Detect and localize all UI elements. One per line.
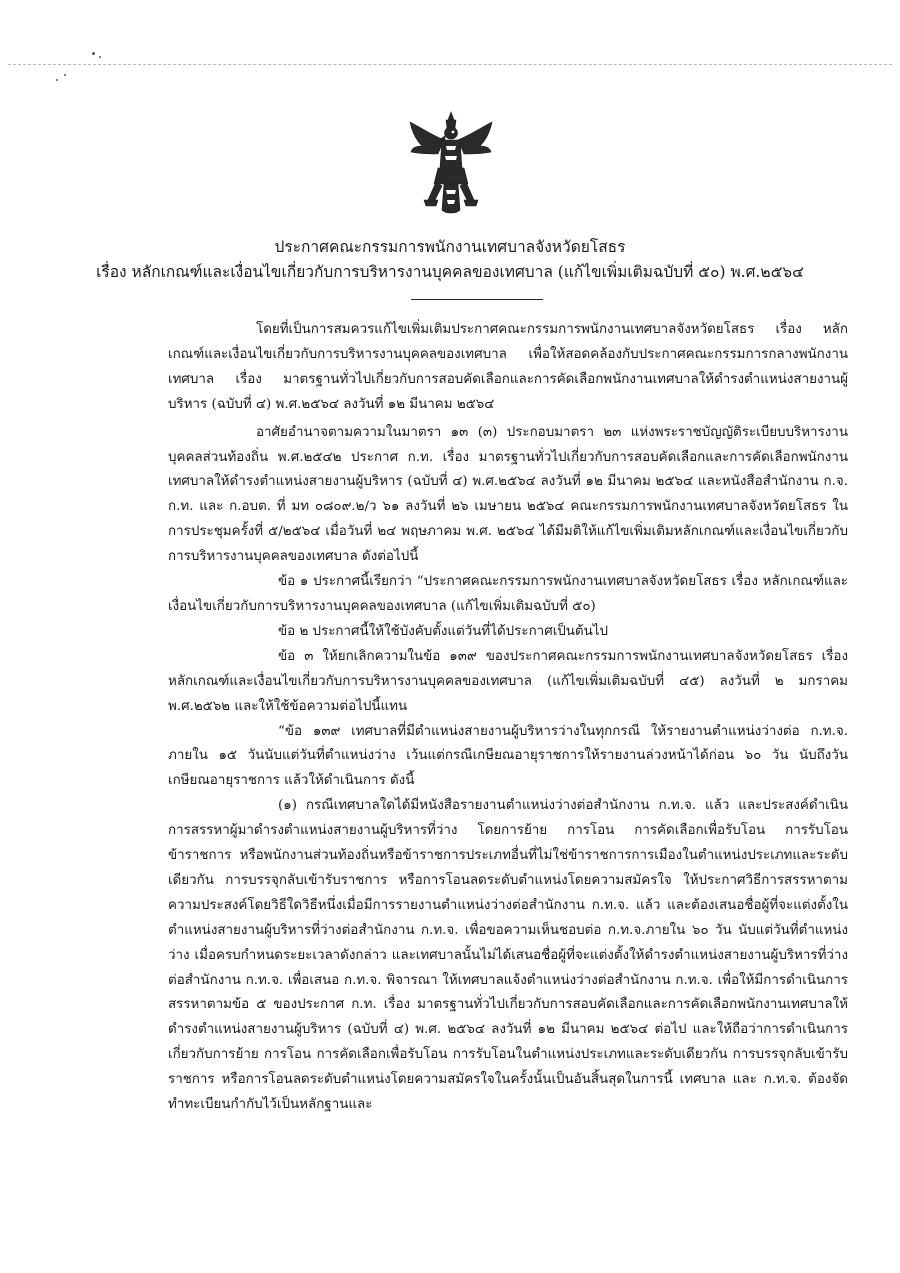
scan-speck — [56, 79, 58, 81]
clause-139: “ข้อ ๑๓๙ เทศบาลที่มีตำแหน่งสายงานผู้บริหารว่างในทุกกรณี ให้รายงานตำแหน่งว่างต่อ ก.ท.จ. ภายใน ๑๕ วันนับแต่วันที่ตำแหน่งว่าง เว้นแต่กรณีเกษียณอายุราชการให้รายงานล่วงหน้าได้ก่อน ๖๐ วัน นับถึงวันเกษียณอายุราชการ แล้วให้ดำเนินการ ดังนี้ — [168, 723, 848, 789]
header-divider — [411, 299, 543, 300]
announcement-subject: เรื่อง หลักเกณฑ์และเงื่อนไขเกี่ยวกับการบริหารงานบุคคลของเทศบาล (แก้ไขเพิ่มเติมฉบับที่ ๕๐) พ.ศ.๒๕๖๔ — [96, 263, 804, 281]
scan-border-line — [8, 64, 892, 65]
clause-2: ข้อ ๒ ประกาศนี้ให้ใช้บังคับตั้งแต่วันที่ได้ประกาศเป็นต้นไป — [278, 623, 609, 639]
authority-paragraph: อาศัยอำนาจตามความในมาตรา ๑๓ (๓) ประกอบมาตรา ๒๓ แห่งพระราชบัญญัติระเบียบบริหารงานบุคคลส่วนท้องถิ่น พ.ศ.๒๕๔๒ ประกาศ ก.ท. เรื่อง มาตรฐานทั่วไปเกี่ยวกับการสอบคัดเลือกและการคัดเลือกพนักงานเทศบาลให้ดำรงตำแหน่งสายงานผู้บริหาร (ฉบับที่ ๔) พ.ศ.๒๕๖๔ ลงวันที่ ๑๒ มีนาคม ๒๕๖๔ และหนังสือสำนักงาน ก.จ. ก.ท. และ ก.อบต. ที่ มท ๐๘๐๙.๒/ว ๖๑ ลงวันที่ ๒๖ เมษายน ๒๕๖๔ คณะกรรมการพนักงานเทศบาลจังหวัดยโสธร ในการประชุมครั้งที่ ๕/๒๕๖๔ เมื่อวันที่ ๒๔ พฤษภาคม พ.ศ. ๒๕๖๔ ได้มีมติให้แก้ไขเพิ่มเติมหลักเกณฑ์และเงื่อนไขเกี่ยวกับการบริหารงานบุคคลของเทศบาล ดังต่อไปนี้ — [168, 424, 848, 565]
clause-139-item-1: (๑) กรณีเทศบาลใดได้มีหนังสือรายงานตำแหน่งว่างต่อสำนักงาน ก.ท.จ. แล้ว และประสงค์ดำเนินการสรรหาผู้มาดำรงตำแหน่งสายงานผู้บริหารที่ว่าง โดยการย้าย การโอน การคัดเลือกเพื่อรับโอน การรับโอนข้าราชการ หรือพนักงานส่วนท้องถิ่นหรือข้าราชการประเภทอื่นที่ไม่ใช่ข้าราชการการเมืองในตำแหน่งประเภทและระดับเดียวกัน การบรรจุกลับเข้ารับราชการ หรือการโอนลดระดับตำแหน่งโดยความสมัครใจ ให้ประกาศวิธีการสรรหาตามความประสงค์โดยวิธีใดวิธีหนึ่งเมื่อมีการรายงานตำแหน่งว่างต่อสำนักงาน ก.ท.จ. แล้ว และต้องเสนอชื่อผู้ที่จะแต่งตั้งในตำแหน่งสายงานผู้บริหารที่ว่างต่อสำนักงาน ก.ท.จ. เพื่อขอความเห็นชอบต่อ ก.ท.จ.ภายใน ๖๐ วัน นับแต่วันที่ตำแหน่งว่าง เมื่อครบกำหนดระยะเวลาดังกล่าว และเทศบาลนั้นไม่ได้เสนอชื่อผู้ที่จะแต่งตั้งให้ดำรงตำแหน่งสายงานผู้บริหารที่ว่างต่อสำนักงาน ก.ท.จ. เพื่อเสนอ ก.ท.จ. พิจารณา ให้เทศบาลแจ้งตำแหน่งว่างต่อสำนักงาน ก.ท.จ. เพื่อให้มีการดำเนินการสรรหาตามข้อ ๕ ของประกาศ ก.ท. เรื่อง มาตรฐานทั่วไปเกี่ยวกับการสอบคัดเลือกและการคัดเลือกพนักงานเทศบาลให้ดำรงตำแหน่งสายงานผู้บริหาร (ฉบับที่ ๔) พ.ศ. ๒๕๖๔ ลงวันที่ ๑๒ มีนาคม ๒๕๖๔ ต่อไป และให้ถือว่าการดำเนินการเกี่ยวกับการย้าย การโอน การคัดเลือกเพื่อรับโอน การรับโอนในตำแหน่งประเภทและระดับเดียวกัน การบรรจุกลับเข้ารับราชการ หรือการโอนลดระดับตำแหน่งโดยความสมัครใจในครั้งนั้นเป็นอันสิ้นสุดในการนี้ เทศบาล และ ก.ท.จ. ต้องจัดทำทะเบียนกำกับไว้เป็นหลักฐานและ — [168, 798, 848, 1113]
clause-3: ข้อ ๓ ให้ยกเลิกความในข้อ ๑๓๙ ของประกาศคณะกรรมการพนักงานเทศบาลจังหวัดยโสธร เรื่อง หลักเกณฑ์และเงื่อนไขเกี่ยวกับการบริหารงานบุคคลของเทศบาล (แก้ไขเพิ่มเติมฉบับที่ ๔๕) ลงวันที่ ๒ มกราคม พ.ศ.๒๕๖๒ และให้ใช้ข้อความต่อไปนี้แทน — [168, 648, 848, 714]
scan-speck — [99, 56, 101, 58]
scan-speck — [64, 74, 66, 76]
scan-speck — [92, 52, 95, 55]
garuda-emblem-icon — [408, 110, 494, 216]
announcement-body — [168, 318, 848, 1118]
clause-1: ข้อ ๑ ประกาศนี้เรียกว่า “ประกาศคณะกรรมการพนักงานเทศบาลจังหวัดยโสธร เรื่อง หลักเกณฑ์และเงื่อนไขเกี่ยวกับการบริหารงานบุคคลของเทศบาล (แก้ไขเพิ่มเติมฉบับที่ ๕๐) — [168, 574, 848, 614]
preamble-paragraph: โดยที่เป็นการสมควรแก้ไขเพิ่มเติมประกาศคณะกรรมการพนักงานเทศบาลจังหวัดยโสธร เรื่อง หลักเกณฑ์และเงื่อนไขเกี่ยวกับการบริหารงานบุคคลของเทศบาล เพื่อให้สอดคล้องกับประกาศคณะกรรมการกลางพนักงานเทศบาล เรื่อง มาตรฐานทั่วไปเกี่ยวกับการสอบคัดเลือกและการคัดเลือกพนักงานเทศบาลให้ดำรงตำแหน่งสายงานผู้บริหาร (ฉบับที่ ๔) พ.ศ.๒๕๖๔ ลงวันที่ ๑๒ มีนาคม ๒๕๖๔ — [168, 322, 848, 412]
announcement-title: ประกาศคณะกรรมการพนักงานเทศบาลจังหวัดยโสธร — [274, 238, 626, 256]
